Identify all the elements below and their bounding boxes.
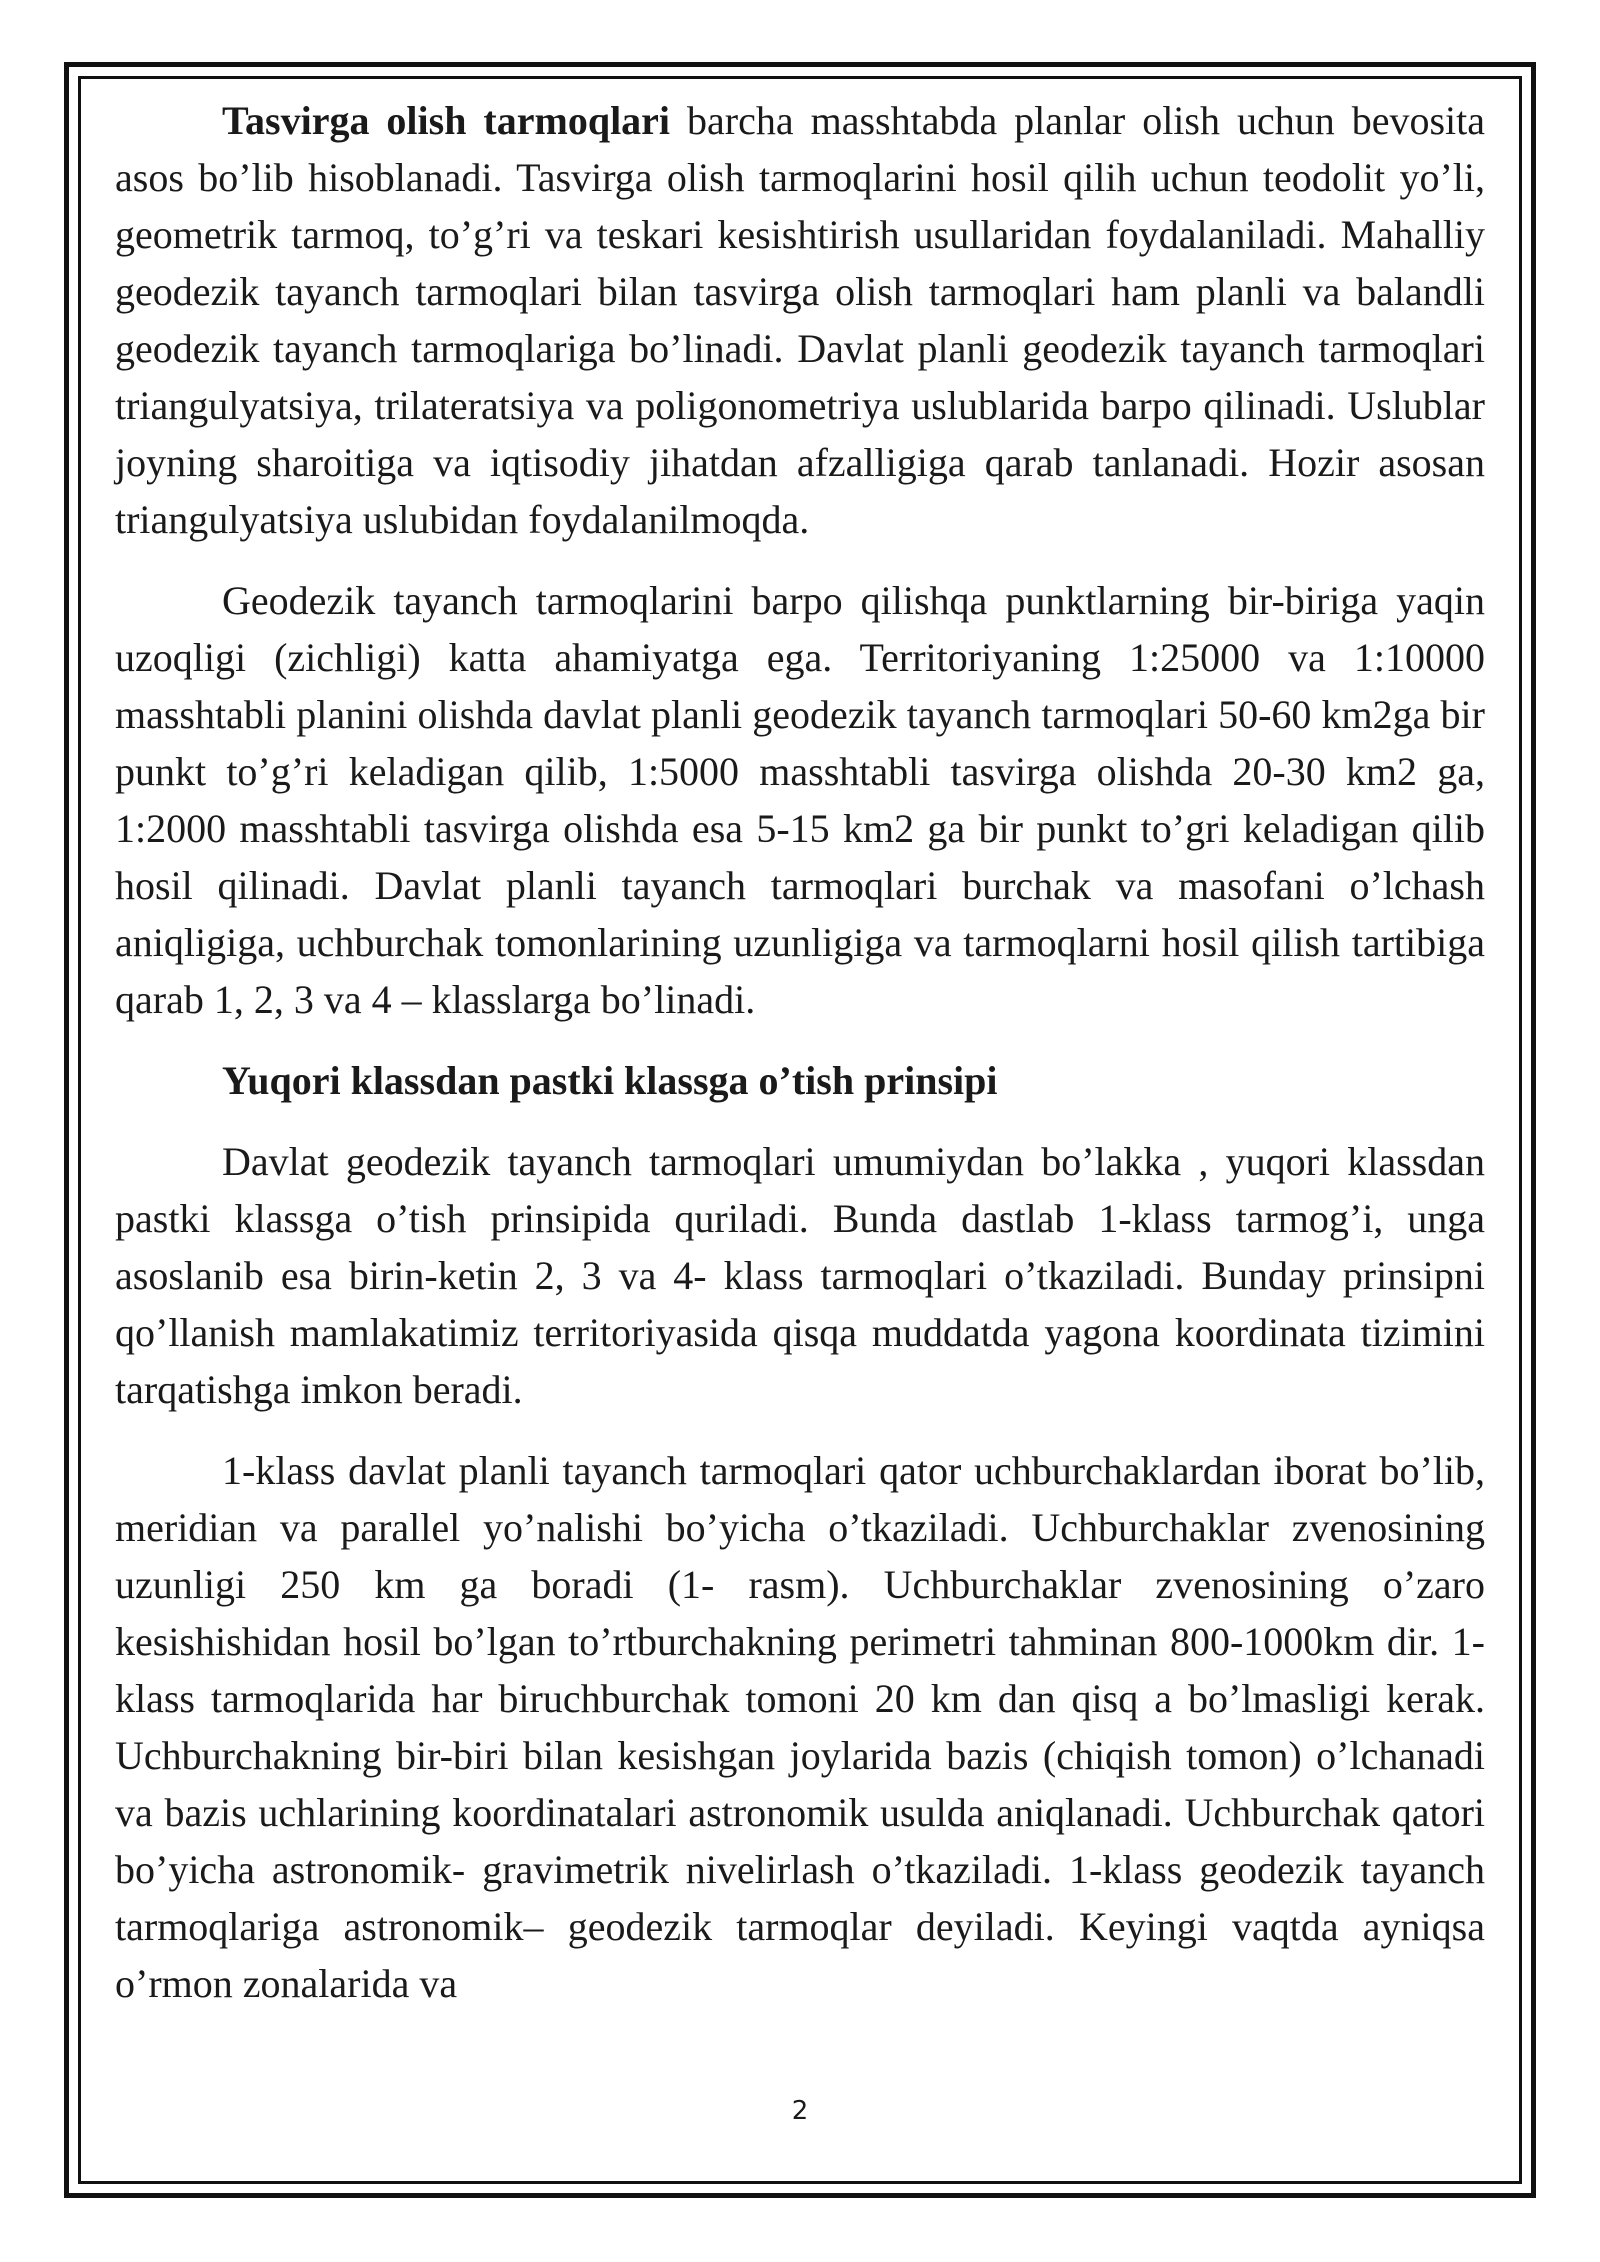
paragraph-4: 1-klass davlat planli tayanch tarmoqlari qator uchburchaklardan iborat bo’lib, meridian va parallel yo’nalishi bo’yicha o’tkaziladi. Uchburchaklar zvenosining uzunligi 250 km ga boradi (1- rasm). Uchburchaklar zvenosining o’zaro kesishishidan hosil bo’lgan to’rtburchakning perimetri tahminan 800-1000km dir. 1-klass tarmoqlarida har biruchburchak tomoni 20 km dan qisq a bo’lmasligi kerak. Uchburchakning bir-biri bilan kesishgan joylarida bazis (chiqish tomon) o’lchanadi va bazis uchlarining koordinatalari astronomik usulda aniqlanadi. Uchburchak qatori bo’yicha astronomik- gravimetrik nivelirlash o’tkaziladi. 1-klass geodezik tayanch tarmoqlariga astronomik– geodezik tarmoqlar deyiladi. Keyingi vaqtda ayniqsa o’rmon zonalarida va [115, 1448, 1485, 2006]
paragraph-1 [115, 92, 1485, 548]
paragraph-1-lead: Tasvirga olish tarmoqlari [222, 98, 671, 143]
section-heading: Yuqori klassdan pastki klassga o’tish prinsipi [222, 1058, 998, 1103]
page-number: 2 [791, 2096, 809, 2126]
paragraph-3: Davlat geodezik tayanch tarmoqlari umumiydan bo’lakka , yuqori klassdan pastki klassga o’tish prinsipida quriladi. Bunda dastlab 1-klass tarmog’i, unga asoslanib esa birin-ketin 2, 3 va 4- klass tarmoqlari o’tkaziladi. Bunday prinsipni qo’llanish mamlakatimiz territoriyasida qisqa muddatda yagona koordinata tizimini tarqatishga imkon beradi. [115, 1139, 1485, 1412]
paragraph-2: Geodezik tayanch tarmoqlarini barpo qilishqa punktlarning bir-biriga yaqin uzoqligi (zichligi) katta ahamiyatga ega. Territoriyaning 1:25000 va 1:10000 masshtabli planini olishda davlat planli geodezik tayanch tarmoqlari 50-60 km2ga bir punkt to’g’ri keladigan qilib, 1:5000 masshtabli tasvirga olishda 20-30 km2 ga, 1:2000 masshtabli tasvirga olishda esa 5-15 km2 ga bir punkt to’gri keladigan qilib hosil qilinadi. Davlat planli tayanch tarmoqlari burchak va masofani o’lchash aniqligiga, uchburchak tomonlarining uzunligiga va tarmoqlarni hosil qilish tartibiga qarab 1, 2, 3 va 4 – klasslarga bo’linadi. [115, 578, 1485, 1022]
paragraph-1-text: barcha masshtabda planlar olish uchun bevosita asos bo’lib hisoblanadi. Tasvirga olish tarmoqlarini hosil qilih uchun teodolit yo’li, geometrik tarmoq, to’g’ri va teskari kesishtirish usullaridan foydalaniladi. Mahalliy geodezik tayanch tarmoqlari bilan tasvirga olish tarmoqlari ham planli va balandli geodezik tayanch tarmoqlariga bo’linadi. Davlat planli geodezik tayanch tarmoqlari triangulyatsiya, trilateratsiya va poligonometriya uslublarida barpo qilinadi. Uslublar joyning sharoitiga va iqtisodiy jihatdan afzalligiga qarab tanlanadi. Hozir asosan triangulyatsiya uslubidan foydalanilmoqda. [115, 98, 1485, 542]
document-body [115, 92, 1485, 2036]
